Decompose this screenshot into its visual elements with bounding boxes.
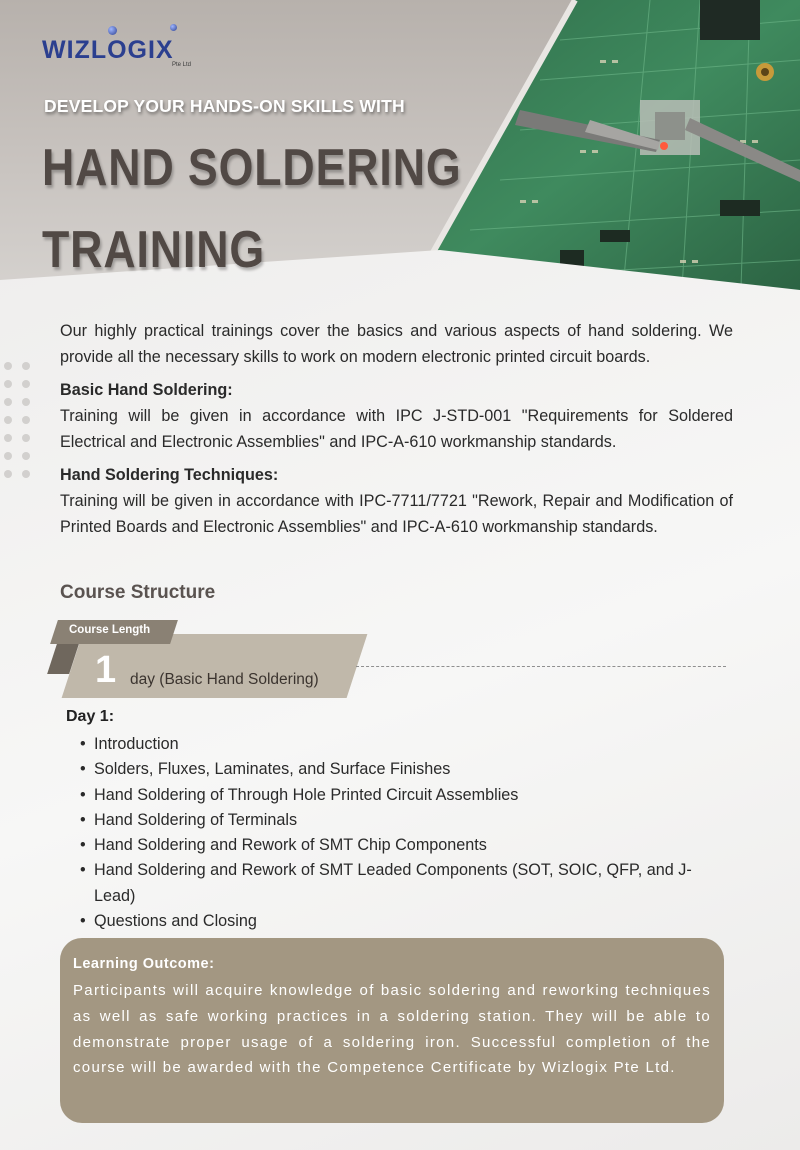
dot-icon bbox=[4, 362, 12, 370]
list-item: • Hand Soldering of Terminals bbox=[78, 808, 728, 833]
dot-icon bbox=[22, 362, 30, 370]
list-item: • Hand Soldering of Through Hole Printed Circuit Assemblies bbox=[78, 783, 728, 808]
techniques-paragraph: Training will be given in accordance with IPC-7711/7721 "Rework, Repair and Modification of Printed Boards and Electronic Assemblies" and IPC-A-610 workmanship standards. bbox=[60, 492, 733, 536]
list-item: • Solders, Fluxes, Laminates, and Surface Finishes bbox=[78, 757, 728, 782]
day-title: Day 1: bbox=[66, 708, 115, 725]
list-item: • Hand Soldering and Rework of SMT Leaded Components (SOT, SOIC, QFP, and J-Lead) bbox=[78, 858, 728, 909]
section-title: Course Structure bbox=[60, 582, 216, 603]
learning-outcome-title: Learning Outcome: bbox=[73, 956, 215, 972]
intro-paragraph: Our highly practical trainings cover the basics and various aspects of hand soldering. We provide all the necessary skills to work on modern electronic printed circuit boards. bbox=[60, 322, 733, 366]
page-title-line-2: TRAINING bbox=[42, 221, 266, 279]
techniques-heading: Hand Soldering Techniques: bbox=[60, 466, 279, 484]
dot-icon bbox=[4, 416, 12, 424]
dot-icon bbox=[4, 452, 12, 460]
dot-icon bbox=[22, 434, 30, 442]
course-length-number: 1 bbox=[95, 649, 117, 691]
dot-icon bbox=[4, 470, 12, 478]
dot-icon bbox=[4, 398, 12, 406]
day-topic-list bbox=[78, 732, 728, 934]
dot-icon bbox=[22, 416, 30, 424]
dot-icon bbox=[22, 470, 30, 478]
dashed-divider bbox=[356, 666, 726, 667]
hero-tagline: DEVELOP YOUR HANDS-ON SKILLS WITH bbox=[44, 96, 405, 116]
course-length-text: day (Basic Hand Soldering) bbox=[130, 671, 319, 688]
course-length-label: Course Length bbox=[69, 624, 151, 636]
dot-icon bbox=[4, 434, 12, 442]
list-item: • Introduction bbox=[78, 732, 728, 757]
dot-icon bbox=[22, 398, 30, 406]
list-item: • Hand Soldering and Rework of SMT Chip Components bbox=[78, 833, 728, 858]
logo bbox=[42, 28, 212, 78]
logo-dot-icon bbox=[170, 24, 177, 31]
dot-icon bbox=[4, 380, 12, 388]
page-title-line-1: HAND SOLDERING bbox=[42, 139, 462, 197]
basic-heading: Basic Hand Soldering: bbox=[60, 381, 233, 399]
logo-suffix: Pte Ltd bbox=[172, 62, 192, 68]
basic-paragraph: Training will be given in accordance with IPC J-STD-001 "Requirements for Soldered Electrical and Electronic Assemblies" and IPC-A-610 workmanship standards. bbox=[60, 407, 733, 451]
list-item: • Questions and Closing bbox=[78, 909, 728, 934]
dot-icon bbox=[22, 452, 30, 460]
dot-icon bbox=[22, 380, 30, 388]
learning-outcome-text: Participants will acquire knowledge of basic soldering and reworking techniques as well as safe working practices in a soldering station. They will be able to demonstrate proper usage of a soldering iron. Successful completion of the course will be awarded with the Competence Certificate by Wizlogix Pte Ltd. bbox=[73, 982, 711, 1077]
logo-dot-icon bbox=[108, 26, 117, 35]
logo-text: WIZLOGIX bbox=[42, 36, 174, 64]
